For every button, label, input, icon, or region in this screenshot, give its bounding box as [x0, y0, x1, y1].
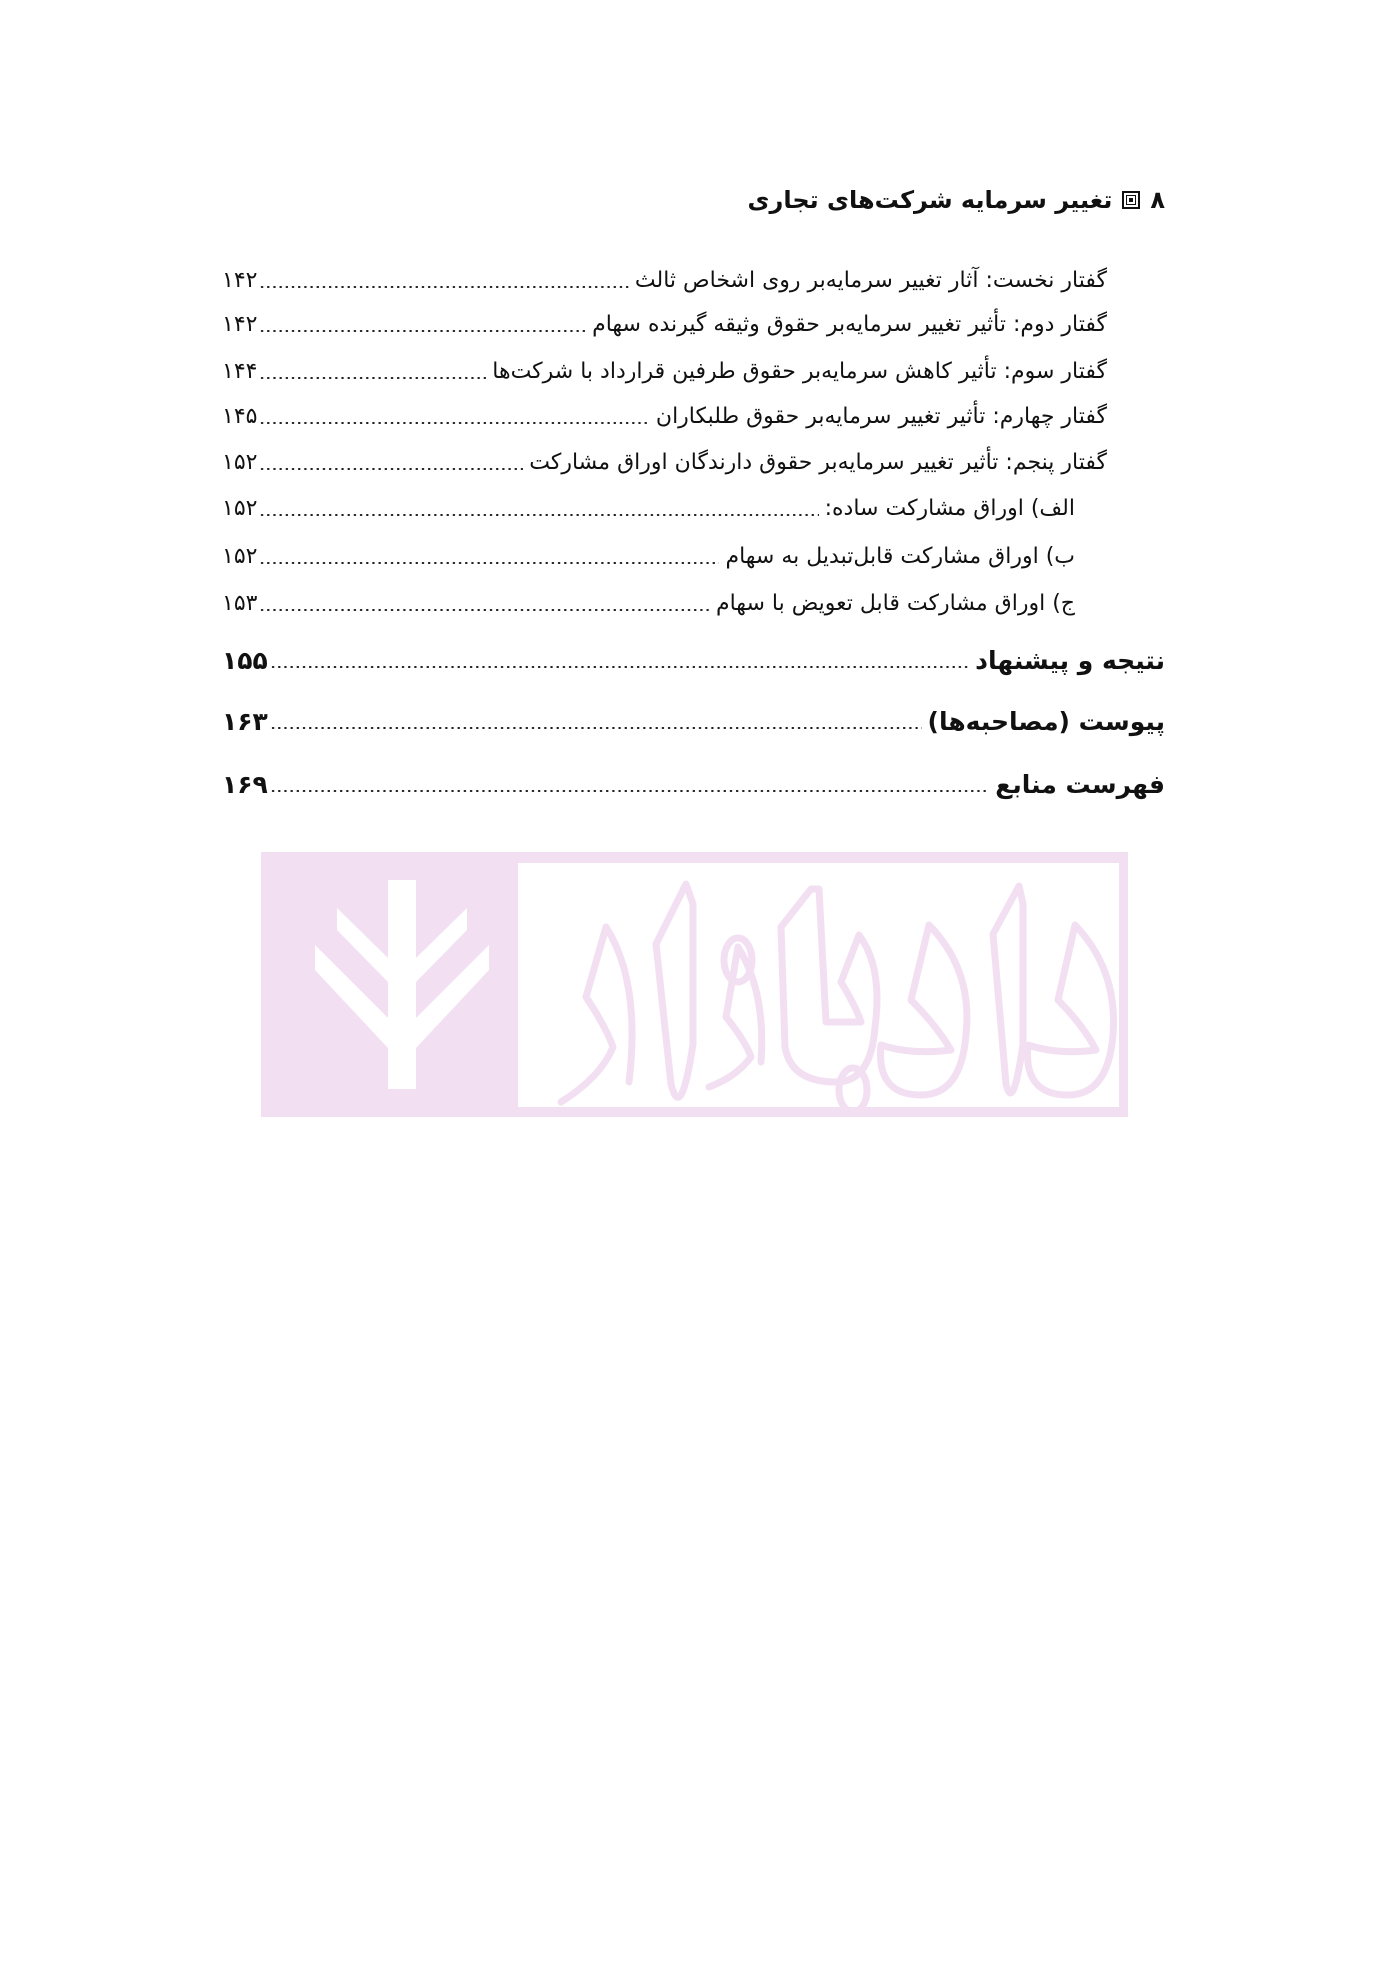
- leader-dots: [259, 609, 710, 611]
- leader-dots: [270, 666, 969, 668]
- toc-entry-title: فهرست منابع: [995, 769, 1165, 799]
- toc-entry[interactable]: [222, 442, 1107, 482]
- leader-dots: [259, 562, 719, 564]
- leader-dots: [259, 422, 649, 424]
- toc-entry-title: نتیجه و پیشنهاد: [975, 645, 1165, 675]
- toc-entry-page: ۱۴۵: [222, 403, 258, 429]
- toc-entry-page: ۱۶۹: [222, 769, 268, 799]
- toc-entry-title: الف) اوراق مشارکت ساده:: [824, 495, 1075, 521]
- leader-dots: [259, 514, 818, 516]
- toc-subentry[interactable]: [222, 583, 1075, 623]
- tree-logo-icon: [261, 852, 1128, 1117]
- running-header: [748, 180, 1165, 220]
- toc-entry-page: ۱۴۴: [222, 358, 258, 384]
- leader-dots: [259, 330, 586, 332]
- toc-entry-page: ۱۵۲: [222, 449, 258, 475]
- toc-entry[interactable]: [222, 260, 1107, 300]
- leader-dots: [259, 286, 628, 288]
- toc-entry-title: گفتار چهارم: تأثیر تغییر سرمایه‌بر حقوق طلبکاران: [655, 403, 1107, 429]
- nested-square-inner: [1126, 195, 1136, 205]
- toc-entry-title: گفتار سوم: تأثیر کاهش سرمایه‌بر حقوق طرفین قرارداد با شرکت‌ها: [492, 358, 1107, 384]
- book-title: تغییر سرمایه شرکت‌های تجاری: [747, 186, 1113, 214]
- toc-entry-page: ۱۴۲: [222, 311, 258, 337]
- toc-major-entry[interactable]: [222, 701, 1165, 741]
- toc-entry-page: ۱۵۲: [222, 495, 258, 521]
- toc-major-entry[interactable]: [222, 764, 1165, 804]
- toc-entry-title: پیوست (مصاحبه‌ها): [927, 706, 1165, 736]
- nested-square-core: [1129, 198, 1133, 202]
- toc-subentry[interactable]: [222, 488, 1075, 528]
- toc-subentry[interactable]: [222, 536, 1075, 576]
- toc-entry-page: ۱۶۳: [222, 706, 268, 736]
- leader-dots: [270, 727, 922, 729]
- toc-entry-title: گفتار دوم: تأثیر تغییر سرمایه‌بر حقوق وثیقه گیرنده سهام: [592, 311, 1107, 337]
- toc-entry[interactable]: [222, 396, 1107, 436]
- leader-dots: [259, 377, 486, 379]
- toc-entry-title: گفتار نخست: آثار تغییر سرمایه‌بر روی اشخاص ثالث: [634, 267, 1107, 293]
- toc-entry[interactable]: [222, 351, 1107, 391]
- leader-dots: [259, 468, 523, 470]
- toc-entry-page: ۱۴۲: [222, 267, 258, 293]
- toc-entry[interactable]: [222, 304, 1107, 344]
- toc-entry-title: ب) اوراق مشارکت قابل‌تبدیل به سهام: [725, 543, 1075, 569]
- page-number: ۸: [1150, 186, 1165, 214]
- leader-dots: [270, 790, 990, 792]
- toc-entry-page: ۱۵۳: [222, 590, 258, 616]
- toc-entry-page: ۱۵۲: [222, 543, 258, 569]
- nested-square-icon: [1122, 191, 1140, 209]
- toc-entry-page: ۱۵۵: [222, 645, 268, 675]
- toc-major-entry[interactable]: [222, 640, 1165, 680]
- toc-entry-title: گفتار پنجم: تأثیر تغییر سرمایه‌بر حقوق دارندگان اوراق مشارکت: [529, 449, 1107, 475]
- publisher-watermark: [261, 852, 1128, 1117]
- toc-entry-title: ج) اوراق مشارکت قابل تعویض با سهام: [715, 590, 1075, 616]
